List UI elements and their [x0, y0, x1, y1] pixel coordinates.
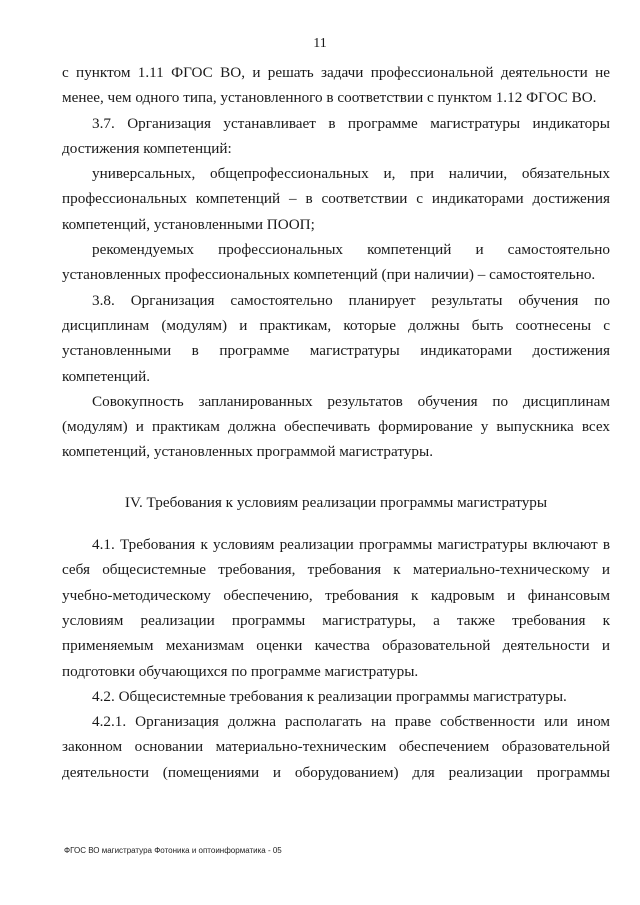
heading-spacer	[62, 515, 610, 532]
page-number: 11	[313, 36, 327, 51]
paragraph-3-7: 3.7. Организация устанавливает в программе магистратуры индикаторы достижения компетенций:	[62, 114, 610, 157]
paragraph-4-2-1: 4.2.1. Организация должна располагать на праве собственности или ином законном основании материально-техническим обеспечением образовательной деятельности (помещениями и оборудованием) для реализации программы	[62, 713, 610, 781]
paragraph-planned-results: Совокупность запланированных результатов обучения по дисциплинам (модулям) и практикам должна обеспечивать формирование у выпускника всех компетенций, установленных программой магистратуры.	[62, 392, 610, 461]
paragraph-continuation: с пунктом 1.11 ФГОС ВО, и решать задачи профессиональной деятельности не менее, чем одного типа, установленного в соответствии с пунктом 1.12 ФГОС ВО.	[62, 64, 610, 107]
page-body	[62, 60, 610, 785]
section-spacer	[62, 465, 610, 490]
paragraph-4-2: 4.2. Общесистемные требования к реализации программы магистратуры.	[92, 687, 567, 705]
paragraph-universal-competencies: универсальных, общепрофессиональных и, при наличии, обязательных профессиональных компетенций – в соответствии с индикаторами достижения компетенций, установленными ПООП;	[62, 165, 610, 233]
paragraph-4-1: 4.1. Требования к условиям реализации программы магистратуры включают в себя общесистемные требования, требования к материально-техническому и учебно-методическому обеспечению, требования к кадровым и финансовым условиям реализации программы магистратуры, а также требования к применяемым механизмам оценки качества образовательной деятельности и подготовки обучающихся по программе магистратуры.	[62, 536, 610, 680]
paragraph-recommended-competencies: рекомендуемых профессиональных компетенций и самостоятельно установленных профессиональных компетенций (при наличии) – самостоятельно.	[62, 241, 610, 284]
page-footer: ФГОС ВО магистратура Фотоника и оптоинформатика - 05	[64, 846, 282, 855]
section-heading: IV. Требования к условиям реализации программы магистратуры	[124, 493, 548, 511]
paragraph-3-8: 3.8. Организация самостоятельно планирует результаты обучения по дисциплинам (модулям) и практикам, которые должны быть соотнесены с установленными в программе магистратуры индикаторами достижения компетенций.	[62, 291, 610, 385]
